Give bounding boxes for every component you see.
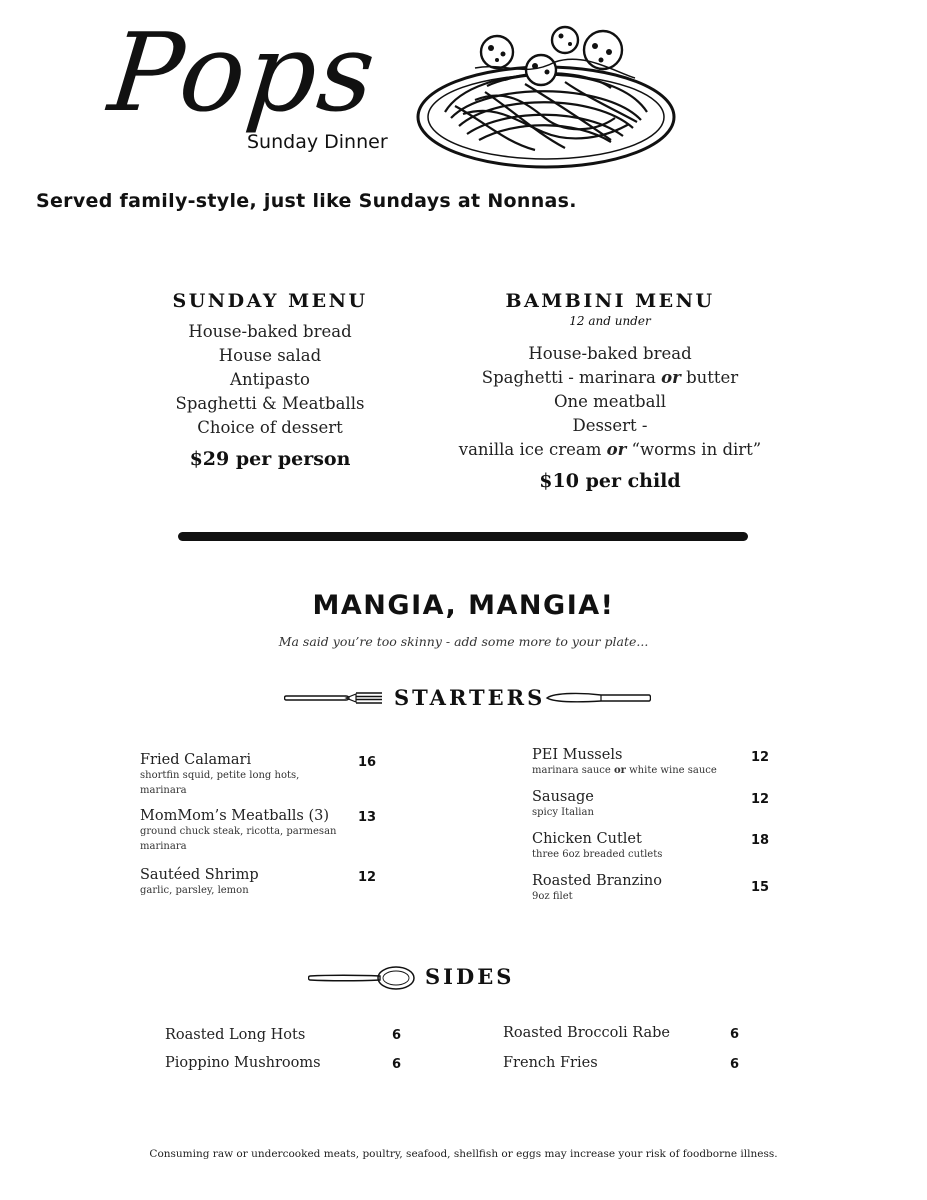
side-item-name: French Fries [503,1055,598,1071]
item-price: 12 [358,870,377,885]
item-desc: three 6oz breaded cutlets [532,849,663,860]
item-desc: shortfin squid, petite long hots, [140,770,300,781]
bambini-menu-price: $10 per child [539,470,681,492]
side-item-name: Roasted Broccoli Rabe [503,1025,670,1041]
item-name: Chicken Cutlet [532,831,642,847]
menu-item: Spaghetti & Meatballs [175,394,365,413]
item-name: Sausage [532,789,594,805]
menu-item: vanilla ice cream or “worms in dirt” [458,440,762,459]
item-desc: marinara [140,841,187,852]
item-price: 6 [392,1028,402,1043]
sunday-menu [130,290,410,470]
menu-item: Choice of dessert [197,418,343,437]
starter-item [532,747,717,778]
item-desc: marinara sauce or white wine sauce [532,765,717,776]
menu-item: Spaghetti - marinara or butter [481,368,739,387]
menu-item: Antipasto [230,370,310,389]
starter-item [140,808,336,854]
sides-title: SIDES [425,964,515,989]
item-desc: marinara [140,785,187,796]
item-desc: spicy Italian [532,807,594,818]
item-price: 13 [358,810,377,825]
mangia-subtitle: Ma said you’re too skinny - add some more to your plate... [278,634,649,649]
sunday-menu-title: SUNDAY MENU [172,290,368,312]
mangia-title: MANGIA, MANGIA! [312,590,615,621]
item-price: 6 [392,1057,402,1072]
side-item-name: Pioppino Mushrooms [165,1055,321,1071]
item-price: 6 [730,1057,740,1072]
item-desc: 9oz filet [532,891,573,902]
item-price: 16 [358,755,377,770]
side-item-name: Roasted Long Hots [165,1027,306,1043]
item-name: Fried Calamari [140,752,252,768]
starter-item [140,752,299,798]
fork-icon [284,690,384,706]
item-price: 12 [751,750,770,765]
divider [178,532,748,541]
item-name: PEI Mussels [532,747,623,763]
logo-text: Pops [103,11,383,136]
spaghetti-plate-icon [415,22,677,174]
starter-item [140,867,259,898]
logo-subtitle: Sunday Dinner [247,131,388,153]
menu-item: One meatball [554,392,666,411]
sunday-menu-price: $29 per person [189,448,351,470]
item-name: Sautéed Shrimp [140,867,259,883]
menu-item: House-baked bread [188,322,352,341]
tagline: Served family-style, just like Sundays at Nonnas. [36,190,577,212]
menu-item: House-baked bread [528,344,692,363]
spoon-icon [308,965,416,991]
item-price: 18 [751,833,770,848]
menu-item: Dessert - [572,416,648,435]
item-desc: garlic, parsley, lemon [140,885,249,896]
bambini-menu-title: BAMBINI MENU [505,290,715,312]
bambini-menu-note: 12 and under [569,314,651,328]
starter-item [532,831,662,862]
item-price: 6 [730,1027,740,1042]
item-price: 15 [751,880,770,895]
starter-item [532,789,594,820]
starters-title: STARTERS [394,685,546,710]
item-name: Roasted Branzino [532,873,662,889]
item-desc: ground chuck steak, ricotta, parmesan [140,826,337,837]
starter-item [532,873,662,904]
item-price: 12 [751,792,770,807]
menu-item: House salad [218,346,322,365]
foodborne-disclaimer: Consuming raw or undercooked meats, poultry, seafood, shellfish or eggs may increase your risk of foodborne illness. [149,1148,778,1160]
bambini-menu [440,290,780,492]
knife-icon [545,690,651,706]
item-name: MomMom’s Meatballs (3) [140,808,330,824]
